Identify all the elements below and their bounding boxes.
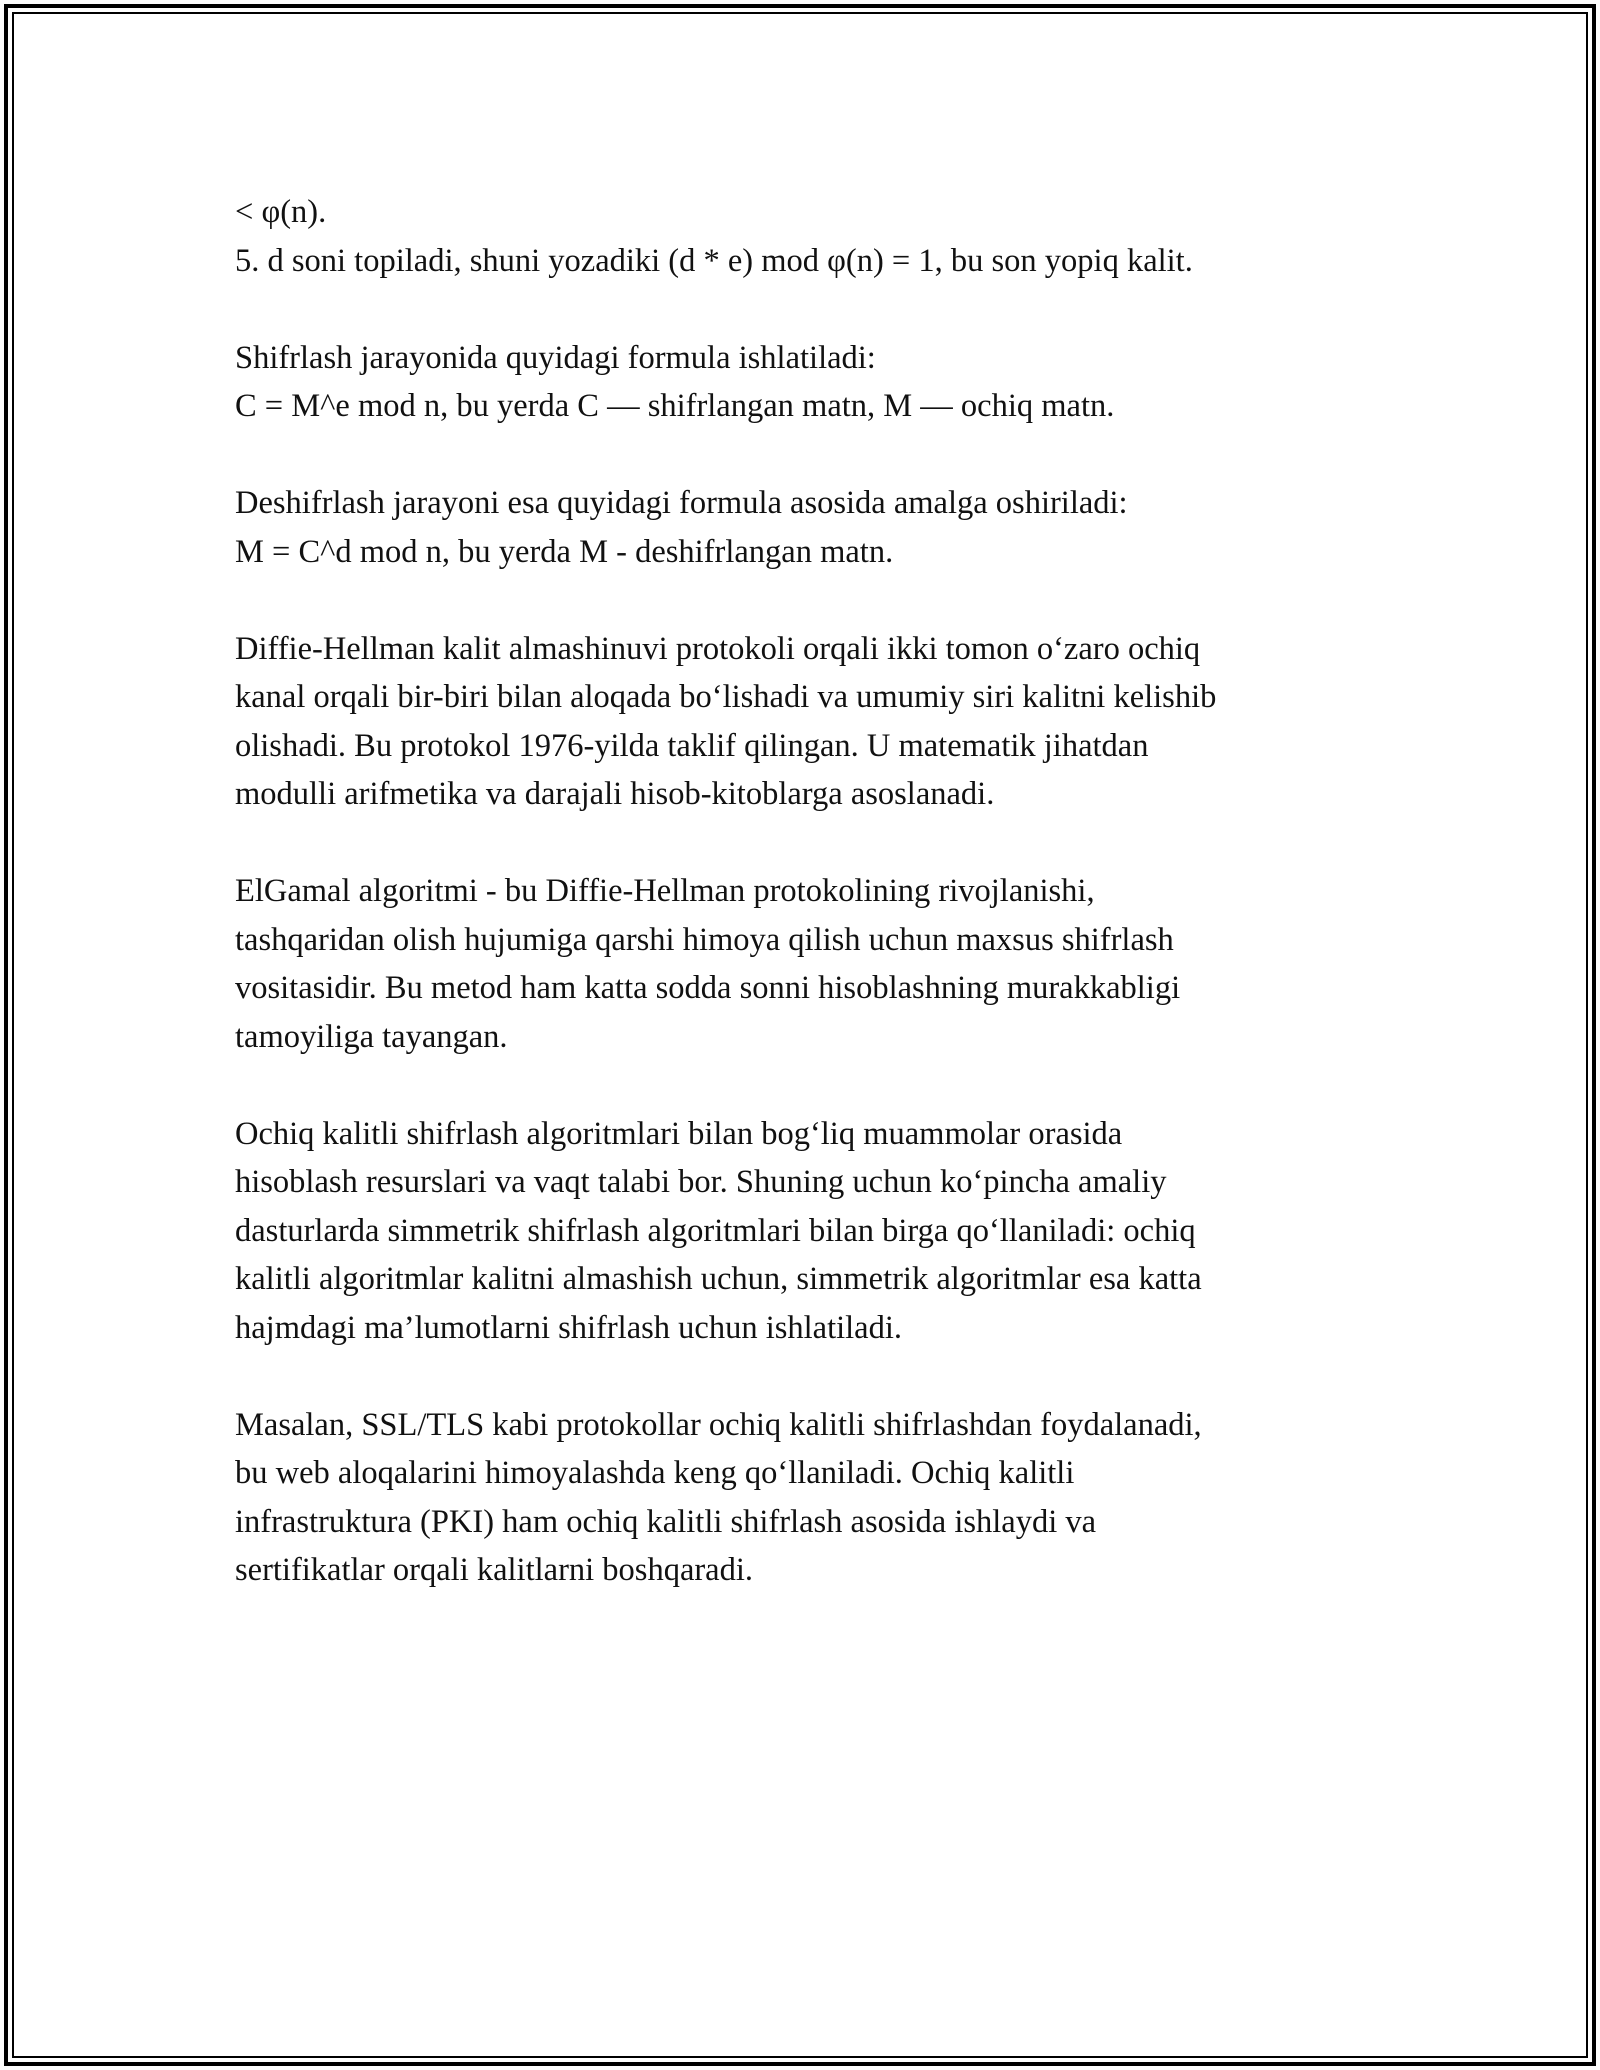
text-line: kalitli algoritmlar kalitni almashish uchun, simmetrik algoritmlar esa katta: [235, 1261, 1202, 1297]
text-line: Ochiq kalitli shifrlash algoritmlari bilan bog‘liq muammolar orasida: [235, 1115, 1123, 1152]
paragraph-encryption-formula: [235, 334, 1365, 431]
paragraph-public-key-problems: [235, 1110, 1365, 1353]
text-line: C = M^e mod n, bu yerda C — shifrlangan matn, M — ochiq matn.: [235, 388, 1115, 424]
text-line: infrastruktura (PKI) ham ochiq kalitli shifrlash asosida ishlaydi va: [235, 1503, 1097, 1540]
text-line: hajmdagi ma’lumotlarni shifrlash uchun ishlatiladi.: [235, 1309, 903, 1346]
text-line: Masalan, SSL/TLS kabi protokollar ochiq kalitli shifrlashdan foydalanadi,: [235, 1406, 1202, 1443]
text-line: bu web aloqalarini himoyalashda keng qo‘llaniladi. Ochiq kalitli: [235, 1455, 1075, 1491]
text-line: < φ(n).: [235, 194, 327, 230]
text-line: ElGamal algoritmi - bu Diffie-Hellman protokolining rivojlanishi,: [235, 873, 1095, 909]
text-line: dasturlarda simmetrik shifrlash algoritmlari bilan birga qo‘llaniladi: ochiq: [235, 1212, 1196, 1249]
text-line: vositasidir. Bu metod ham katta sodda sonni hisoblashning murakkabligi: [235, 970, 1181, 1006]
paragraph-elgamal: [235, 867, 1365, 1061]
paragraph-ssl-tls-pki: [235, 1401, 1365, 1595]
text-line: Shifrlash jarayonida quyidagi formula ishlatiladi:: [235, 339, 876, 376]
text-line: Diffie-Hellman kalit almashinuvi protokoli orqali ikki tomon o‘zaro ochiq: [235, 630, 1201, 667]
document-body: [235, 188, 1365, 1643]
text-line: Deshifrlash jarayoni esa quyidagi formula asosida amalga oshiriladi:: [235, 485, 1128, 521]
text-line: modulli arifmetika va darajali hisob-kitoblarga asoslanadi.: [235, 776, 995, 812]
text-line: tamoyiliga tayangan.: [235, 1018, 508, 1055]
text-line: olishadi. Bu protokol 1976-yilda taklif qilingan. U matematik jihatdan: [235, 727, 1149, 764]
text-line: tashqaridan olish hujumiga qarshi himoya qilish uchun maxsus shifrlash: [235, 921, 1174, 958]
paragraph-rsa-key-steps: [235, 188, 1365, 285]
text-line: 5. d soni topiladi, shuni yozadiki (d * e) mod φ(n) = 1, bu son yopiq kalit.: [235, 242, 1193, 279]
paragraph-decryption-formula: [235, 479, 1365, 576]
text-line: sertifikatlar orqali kalitlarni boshqaradi.: [235, 1552, 754, 1588]
text-line: M = C^d mod n, bu yerda M - deshifrlangan matn.: [235, 533, 894, 570]
paragraph-diffie-hellman: [235, 625, 1365, 819]
text-line: kanal orqali bir-biri bilan aloqada bo‘lishadi va umumiy siri kalitni kelishib: [235, 679, 1217, 715]
text-line: hisoblash resurslari va vaqt talabi bor. Shuning uchun ko‘pincha amaliy: [235, 1164, 1167, 1200]
